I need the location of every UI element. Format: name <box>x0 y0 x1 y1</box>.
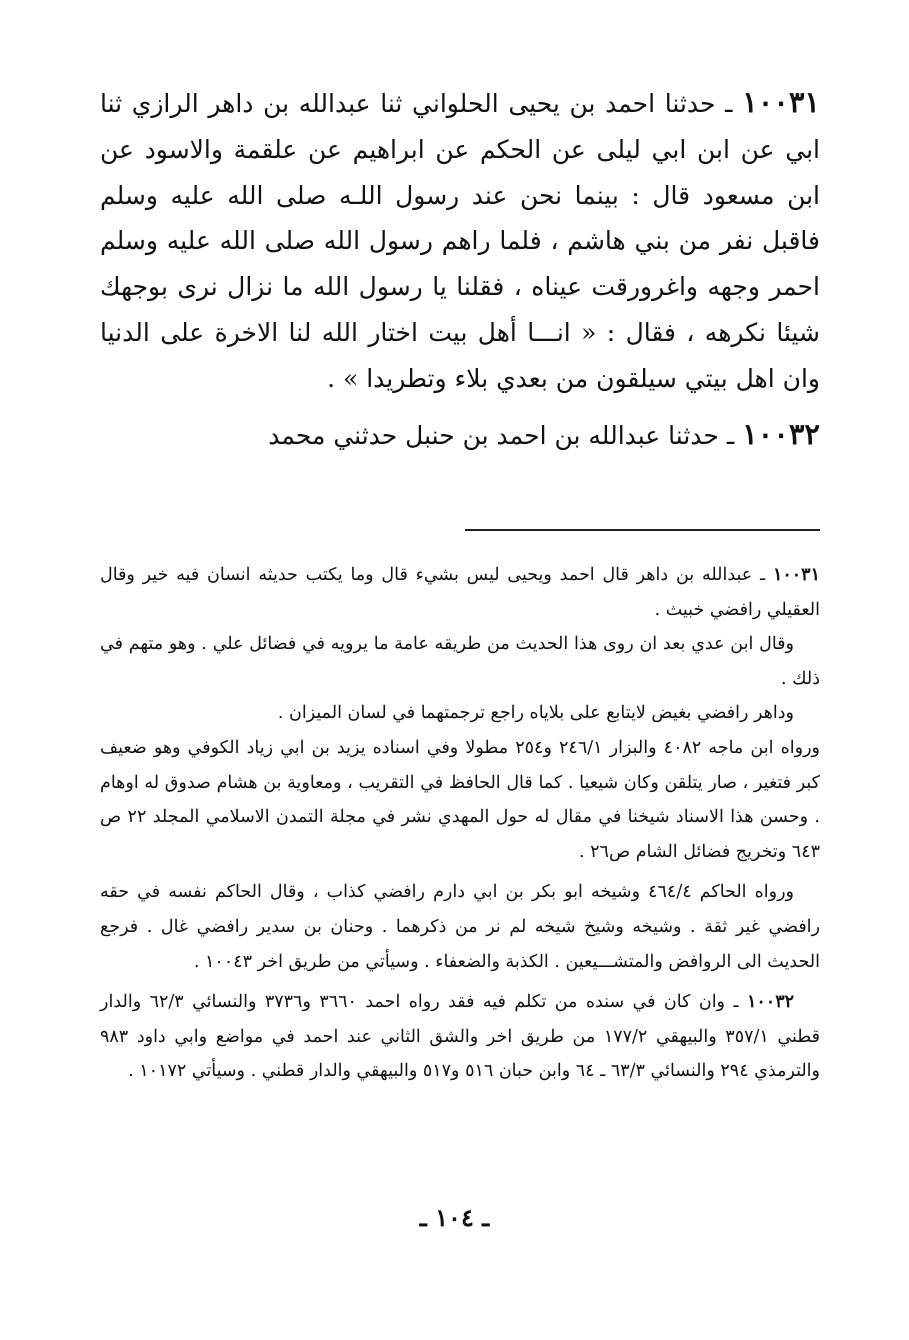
footnote-paragraph: وداهر رافضي بغيض لايتابع على بلاياه راجع ترجمتهما في لسان الميزان . <box>277 703 794 724</box>
hadith-number: ١٠٠٣١ <box>742 85 821 119</box>
footnote-separator <box>465 529 820 531</box>
footnote-paragraph <box>100 985 820 1089</box>
footnote-paragraph <box>100 558 820 627</box>
footnote-paragraph: ورواه الحاكم ٤٦٤/٤ وشيخه ابو بكر بن ابي دارم رافضي كذاب ، وقال الحاكم نفسه في حقه رافضي غير ثقة . وشيخه وشيخ شيخه لم نر من ذكرهما . وحنان بن سدير رافضي غال . فرجع الحديث الى الروافض والمتشـــيعين . الكذبة والضعفاء . وسيأتي من طريق اخر ١٠٠٤٣ . <box>100 882 820 972</box>
dash: ـ <box>733 992 739 1013</box>
footnotes <box>100 558 820 1089</box>
hadith-number: ١٠٠٣٢ <box>742 416 820 451</box>
dash: ـ <box>725 89 733 118</box>
dash: ـ <box>726 420 735 450</box>
footnote-number: ١٠٠٣١ <box>772 565 820 585</box>
hadith-entry <box>100 80 820 402</box>
page-number: ـ ١٠٤ ـ <box>419 1203 490 1232</box>
main-text <box>100 80 820 458</box>
hadith-text: حدثنا احمد بن يحيى الحلواني ثنا عبدالله بن داهر الرازي ثنا ابي عن ابن ابي ليلى عن الحكم عن ابراهيم عن علقمة والاسود عن ابن مسعود قال : بينما نحن عند رسول اللـه صلى الله عليه وسلم فاقبل نفر من بني هاشم ، فلما راهم رسول الله صلى الله عليه وسلم احمر وجهه واغرورقت عيناه ، فقلنا يا رسول الله ما نزال نرى بوجهك شيئا نكرهه ، فقال : « انـــا أهل بيت اختار الله لنا الاخرة على الدنيا وان اهل بيتي سيلقون من بعدي بلاء وتطريدا » . <box>100 89 820 393</box>
footnote-text: وان كان في سنده من تكلم فيه فقد رواه احمد ٣٦٦٠ و٣٧٣٦ والنسائي ٦٢/٣ والدار قطني ٣٥٧/١ والبيهقي ١٧٧/٢ من طريق اخر والشق الثاني عند احمد في مواضع وابي داود ٩٨٣ والترمذي ٢٩٤ والنسائي ٦٣/٣ ـ ٦٤ وابن حبان ٥١٦ و٥١٧ والبيهقي والدار قطني . وسيأتي ١٠١٧٢ . <box>100 992 821 1082</box>
hadith-text: حدثنا عبدالله بن احمد بن حنبل حدثني محمد <box>268 420 719 450</box>
footnote-text: عبدالله بن داهر قال احمد ويحيى ليس بشيء قال وما يكتب حديثه انسان فيه خير وقال العقيلي رافضي خبيث . <box>100 565 820 620</box>
dash: ـ <box>760 565 766 585</box>
footnote-paragraph: وقال ابن عدي بعد ان روى هذا الحديث من طريقه عامة ما يرويه في فضائل علي . وهو متهم في ذلك . <box>100 634 820 689</box>
footnote-number: ١٠٠٣٢ <box>747 992 794 1013</box>
hadith-entry <box>100 412 820 459</box>
footnote-paragraph: ورواه ابن ماجه ٤٠٨٢ والبزار ٢٤٦/١ و٢٥٤ مطولا وفي اسناده يزيد بن ابي زياد الكوفي وهو ضعيف كبر فتغير ، صار يتلقن وكان شيعيا . كما قال الحافظ في التقريب ، ومعاوية بن هشام صدوق له اوهام . وحسن هذا الاسناد شيخنا في مقال له حول المهدي نشر في مجلة التمدن الاسلامي المجلد ٢٢ ص ٦٤٣ وتخريج فضائل الشام ص٢٦ . <box>100 737 820 862</box>
